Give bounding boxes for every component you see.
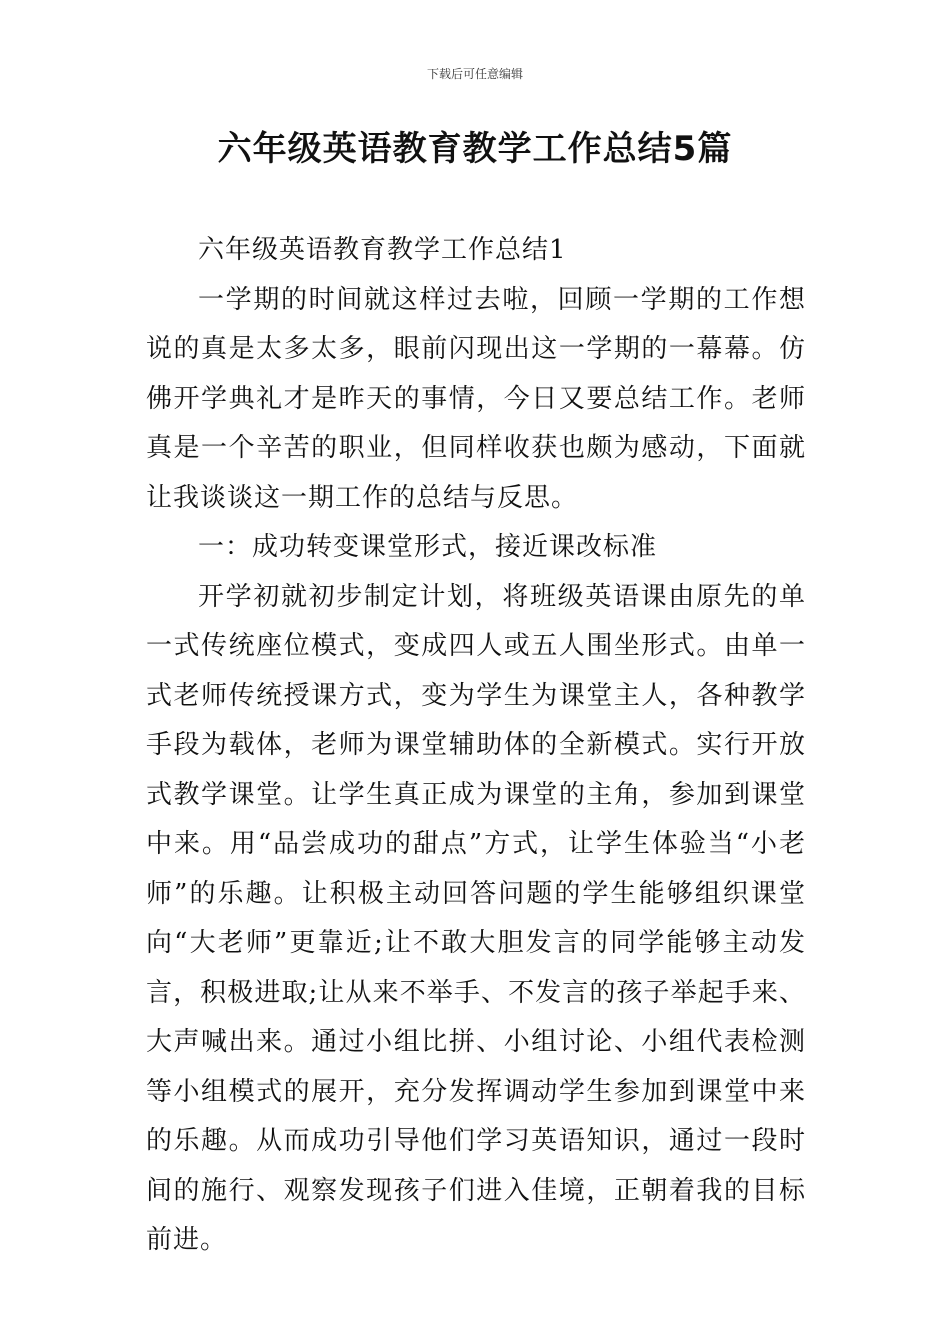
paragraph: 开学初就初步制定计划，将班级英语课由原先的单一式传统座位模式，变成四人或五人围坐形式。由单一式老师传统授课方式，变为学生为课堂主人，各种教学手段为载体，老师为课堂辅助体的全新模式。实行开放式教学课堂。让学生真正成为课堂的主角，参加到课堂中来。用“品尝成功的甜点”方式，让学生体验当“小老师”的乐趣。让积极主动回答问题的学生能够组织课堂向“大老师”更靠近;让不敢大胆发言的同学能够主动发言，积极进取;让从来不举手、不发言的孩子举起手来、大声喊出来。通过小组比拼、小组讨论、小组代表检测等小组模式的展开，充分发挥调动学生参加到课堂中来的乐趣。从而成功引导他们学习英语知识，通过一段时间的施行、观察发现孩子们进入佳境，正朝着我的目标前进。 [146, 581, 806, 1255]
section-heading: 六年级英语教育教学工作总结1 [198, 235, 567, 265]
header-note: 下载后可任意编辑 [426, 67, 523, 81]
paragraph: 一学期的时间就这样过去啦，回顾一学期的工作想说的真是太多太多，眼前闪现出这一学期的一幕幕。仿佛开学典礼才是昨天的事情，今日又要总结工作。老师真是一个辛苦的职业，但同样收获也颇为感动，下面就让我谈谈这一期工作的总结与反思。 [146, 284, 806, 513]
document-body [146, 226, 806, 1266]
document-title: 六年级英语教育教学工作总结5篇 [217, 129, 733, 169]
subsection-heading: 一：成功转变课堂形式，接近课改标准 [198, 532, 658, 562]
